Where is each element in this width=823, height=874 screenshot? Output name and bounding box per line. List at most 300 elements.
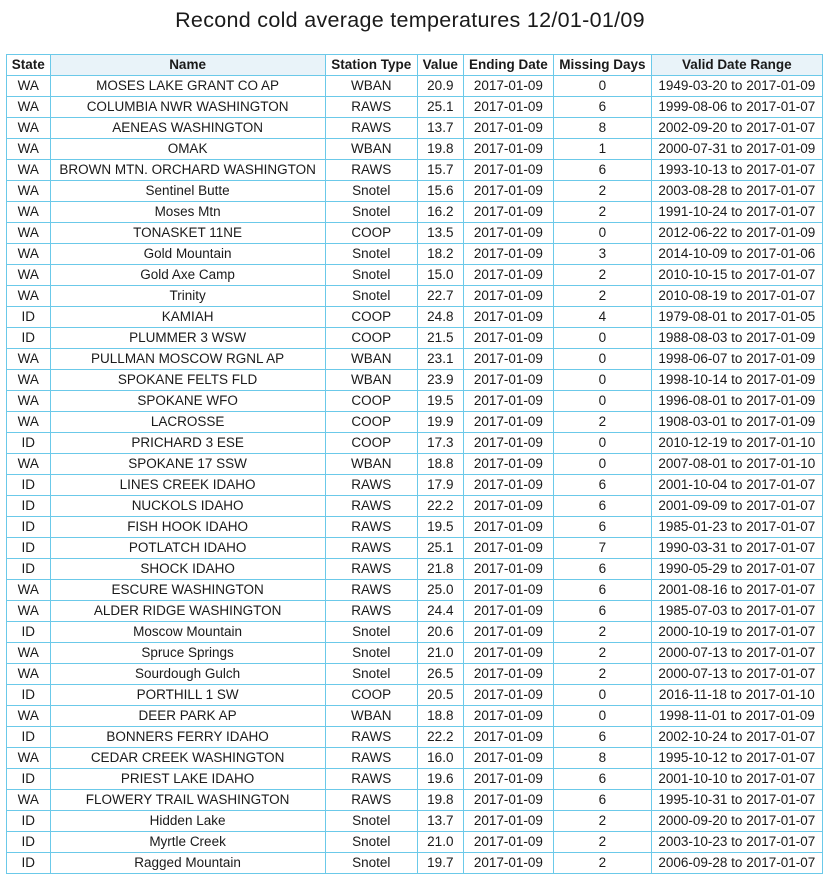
ending-date-cell: 2017-01-09 bbox=[463, 286, 554, 307]
missing-days-cell: 6 bbox=[554, 601, 652, 622]
ending-date-cell: 2017-01-09 bbox=[463, 496, 554, 517]
missing-days-cell: 6 bbox=[554, 580, 652, 601]
table-row bbox=[7, 391, 823, 412]
missing-days-cell: 2 bbox=[554, 286, 652, 307]
value-cell: 19.6 bbox=[418, 769, 464, 790]
table-row bbox=[7, 286, 823, 307]
station-type-cell: RAWS bbox=[325, 790, 417, 811]
state-cell: ID bbox=[7, 538, 51, 559]
ending-date-cell: 2017-01-09 bbox=[463, 349, 554, 370]
name-cell: POTLATCH IDAHO bbox=[50, 538, 325, 559]
station-type-cell: Snotel bbox=[325, 832, 417, 853]
missing-days-cell: 0 bbox=[554, 685, 652, 706]
table-row bbox=[7, 643, 823, 664]
station-type-cell: Snotel bbox=[325, 664, 417, 685]
ending-date-cell: 2017-01-09 bbox=[463, 517, 554, 538]
value-cell: 19.7 bbox=[418, 853, 464, 874]
missing-days-cell: 0 bbox=[554, 454, 652, 475]
name-cell: PORTHILL 1 SW bbox=[50, 685, 325, 706]
state-cell: ID bbox=[7, 685, 51, 706]
valid-date-range-cell: 2001-08-16 to 2017-01-07 bbox=[651, 580, 822, 601]
valid-date-range-cell: 2000-09-20 to 2017-01-07 bbox=[651, 811, 822, 832]
value-cell: 13.7 bbox=[418, 118, 464, 139]
station-type-cell: Snotel bbox=[325, 622, 417, 643]
value-cell: 26.5 bbox=[418, 664, 464, 685]
table-row bbox=[7, 202, 823, 223]
valid-date-range-cell: 1995-10-31 to 2017-01-07 bbox=[651, 790, 822, 811]
state-cell: ID bbox=[7, 832, 51, 853]
table-row bbox=[7, 832, 823, 853]
ending-date-cell: 2017-01-09 bbox=[463, 181, 554, 202]
valid-date-range-cell: 2000-07-13 to 2017-01-07 bbox=[651, 664, 822, 685]
valid-date-range-cell: 2001-10-10 to 2017-01-07 bbox=[651, 769, 822, 790]
station-type-cell: WBAN bbox=[325, 454, 417, 475]
table-row bbox=[7, 412, 823, 433]
missing-days-cell: 2 bbox=[554, 832, 652, 853]
name-cell: COLUMBIA NWR WASHINGTON bbox=[50, 97, 325, 118]
table-row bbox=[7, 517, 823, 538]
station-type-cell: RAWS bbox=[325, 538, 417, 559]
table-row bbox=[7, 664, 823, 685]
value-cell: 22.7 bbox=[418, 286, 464, 307]
state-cell: ID bbox=[7, 622, 51, 643]
missing-days-cell: 4 bbox=[554, 307, 652, 328]
valid-date-range-cell: 2016-11-18 to 2017-01-10 bbox=[651, 685, 822, 706]
state-cell: ID bbox=[7, 769, 51, 790]
value-cell: 13.5 bbox=[418, 223, 464, 244]
ending-date-cell: 2017-01-09 bbox=[463, 223, 554, 244]
name-cell: ESCURE WASHINGTON bbox=[50, 580, 325, 601]
name-cell: FISH HOOK IDAHO bbox=[50, 517, 325, 538]
table-row bbox=[7, 727, 823, 748]
state-cell: ID bbox=[7, 853, 51, 874]
state-cell: WA bbox=[7, 139, 51, 160]
valid-date-range-cell: 1991-10-24 to 2017-01-07 bbox=[651, 202, 822, 223]
station-type-cell: Snotel bbox=[325, 853, 417, 874]
value-cell: 19.8 bbox=[418, 790, 464, 811]
valid-date-range-cell: 2010-10-15 to 2017-01-07 bbox=[651, 265, 822, 286]
table-row bbox=[7, 223, 823, 244]
missing-days-cell: 0 bbox=[554, 706, 652, 727]
name-cell: Moscow Mountain bbox=[50, 622, 325, 643]
name-cell: Hidden Lake bbox=[50, 811, 325, 832]
name-cell: Trinity bbox=[50, 286, 325, 307]
table-body bbox=[7, 76, 823, 874]
state-cell: WA bbox=[7, 370, 51, 391]
table-row bbox=[7, 97, 823, 118]
name-cell: AENEAS WASHINGTON bbox=[50, 118, 325, 139]
value-cell: 19.8 bbox=[418, 139, 464, 160]
ending-date-cell: 2017-01-09 bbox=[463, 559, 554, 580]
value-cell: 19.9 bbox=[418, 412, 464, 433]
column-header-valid-date-range: Valid Date Range bbox=[651, 55, 822, 76]
table-row bbox=[7, 496, 823, 517]
ending-date-cell: 2017-01-09 bbox=[463, 790, 554, 811]
missing-days-cell: 0 bbox=[554, 391, 652, 412]
state-cell: WA bbox=[7, 244, 51, 265]
table-row bbox=[7, 790, 823, 811]
missing-days-cell: 6 bbox=[554, 496, 652, 517]
name-cell: Gold Axe Camp bbox=[50, 265, 325, 286]
station-type-cell: Snotel bbox=[325, 643, 417, 664]
valid-date-range-cell: 2007-08-01 to 2017-01-10 bbox=[651, 454, 822, 475]
ending-date-cell: 2017-01-09 bbox=[463, 748, 554, 769]
ending-date-cell: 2017-01-09 bbox=[463, 433, 554, 454]
missing-days-cell: 0 bbox=[554, 349, 652, 370]
name-cell: LACROSSE bbox=[50, 412, 325, 433]
table-row bbox=[7, 538, 823, 559]
name-cell: BROWN MTN. ORCHARD WASHINGTON bbox=[50, 160, 325, 181]
column-header-ending-date: Ending Date bbox=[463, 55, 554, 76]
value-cell: 18.2 bbox=[418, 244, 464, 265]
table-row bbox=[7, 244, 823, 265]
station-type-cell: COOP bbox=[325, 685, 417, 706]
state-cell: WA bbox=[7, 454, 51, 475]
state-cell: WA bbox=[7, 286, 51, 307]
value-cell: 21.8 bbox=[418, 559, 464, 580]
value-cell: 25.1 bbox=[418, 538, 464, 559]
state-cell: WA bbox=[7, 412, 51, 433]
state-cell: WA bbox=[7, 643, 51, 664]
name-cell: SHOCK IDAHO bbox=[50, 559, 325, 580]
table-row bbox=[7, 265, 823, 286]
table-row bbox=[7, 433, 823, 454]
ending-date-cell: 2017-01-09 bbox=[463, 412, 554, 433]
missing-days-cell: 6 bbox=[554, 769, 652, 790]
missing-days-cell: 3 bbox=[554, 244, 652, 265]
valid-date-range-cell: 1985-01-23 to 2017-01-07 bbox=[651, 517, 822, 538]
state-cell: WA bbox=[7, 76, 51, 97]
missing-days-cell: 8 bbox=[554, 748, 652, 769]
value-cell: 19.5 bbox=[418, 391, 464, 412]
table-row bbox=[7, 118, 823, 139]
table-row bbox=[7, 622, 823, 643]
missing-days-cell: 7 bbox=[554, 538, 652, 559]
table-row bbox=[7, 160, 823, 181]
missing-days-cell: 2 bbox=[554, 811, 652, 832]
valid-date-range-cell: 2012-06-22 to 2017-01-09 bbox=[651, 223, 822, 244]
state-cell: WA bbox=[7, 601, 51, 622]
table-header bbox=[7, 55, 823, 76]
table-row bbox=[7, 349, 823, 370]
value-cell: 22.2 bbox=[418, 496, 464, 517]
station-type-cell: Snotel bbox=[325, 265, 417, 286]
missing-days-cell: 2 bbox=[554, 202, 652, 223]
value-cell: 15.7 bbox=[418, 160, 464, 181]
station-type-cell: WBAN bbox=[325, 349, 417, 370]
missing-days-cell: 0 bbox=[554, 433, 652, 454]
ending-date-cell: 2017-01-09 bbox=[463, 139, 554, 160]
value-cell: 17.9 bbox=[418, 475, 464, 496]
valid-date-range-cell: 1979-08-01 to 2017-01-05 bbox=[651, 307, 822, 328]
table-row bbox=[7, 328, 823, 349]
state-cell: ID bbox=[7, 727, 51, 748]
missing-days-cell: 6 bbox=[554, 160, 652, 181]
state-cell: ID bbox=[7, 307, 51, 328]
ending-date-cell: 2017-01-09 bbox=[463, 853, 554, 874]
value-cell: 24.8 bbox=[418, 307, 464, 328]
valid-date-range-cell: 1999-08-06 to 2017-01-07 bbox=[651, 97, 822, 118]
station-type-cell: RAWS bbox=[325, 97, 417, 118]
valid-date-range-cell: 2002-09-20 to 2017-01-07 bbox=[651, 118, 822, 139]
valid-date-range-cell: 1988-08-03 to 2017-01-09 bbox=[651, 328, 822, 349]
valid-date-range-cell: 1995-10-12 to 2017-01-07 bbox=[651, 748, 822, 769]
name-cell: Sourdough Gulch bbox=[50, 664, 325, 685]
missing-days-cell: 6 bbox=[554, 97, 652, 118]
name-cell: OMAK bbox=[50, 139, 325, 160]
missing-days-cell: 2 bbox=[554, 853, 652, 874]
state-cell: WA bbox=[7, 790, 51, 811]
station-type-cell: Snotel bbox=[325, 811, 417, 832]
missing-days-cell: 6 bbox=[554, 475, 652, 496]
name-cell: FLOWERY TRAIL WASHINGTON bbox=[50, 790, 325, 811]
station-type-cell: RAWS bbox=[325, 748, 417, 769]
station-type-cell: RAWS bbox=[325, 496, 417, 517]
ending-date-cell: 2017-01-09 bbox=[463, 265, 554, 286]
results-table bbox=[6, 54, 823, 874]
table-row bbox=[7, 454, 823, 475]
table-row bbox=[7, 748, 823, 769]
table-row bbox=[7, 181, 823, 202]
name-cell: Gold Mountain bbox=[50, 244, 325, 265]
table-row bbox=[7, 580, 823, 601]
station-type-cell: COOP bbox=[325, 307, 417, 328]
missing-days-cell: 6 bbox=[554, 517, 652, 538]
column-header-name: Name bbox=[50, 55, 325, 76]
station-type-cell: Snotel bbox=[325, 202, 417, 223]
station-type-cell: COOP bbox=[325, 328, 417, 349]
missing-days-cell: 0 bbox=[554, 223, 652, 244]
station-type-cell: RAWS bbox=[325, 517, 417, 538]
ending-date-cell: 2017-01-09 bbox=[463, 118, 554, 139]
ending-date-cell: 2017-01-09 bbox=[463, 643, 554, 664]
valid-date-range-cell: 2010-08-19 to 2017-01-07 bbox=[651, 286, 822, 307]
ending-date-cell: 2017-01-09 bbox=[463, 76, 554, 97]
station-type-cell: COOP bbox=[325, 223, 417, 244]
name-cell: PRICHARD 3 ESE bbox=[50, 433, 325, 454]
station-type-cell: WBAN bbox=[325, 370, 417, 391]
ending-date-cell: 2017-01-09 bbox=[463, 664, 554, 685]
name-cell: NUCKOLS IDAHO bbox=[50, 496, 325, 517]
ending-date-cell: 2017-01-09 bbox=[463, 811, 554, 832]
value-cell: 20.5 bbox=[418, 685, 464, 706]
station-type-cell: COOP bbox=[325, 391, 417, 412]
valid-date-range-cell: 2002-10-24 to 2017-01-07 bbox=[651, 727, 822, 748]
state-cell: ID bbox=[7, 559, 51, 580]
name-cell: DEER PARK AP bbox=[50, 706, 325, 727]
table-row bbox=[7, 370, 823, 391]
station-type-cell: WBAN bbox=[325, 139, 417, 160]
station-type-cell: WBAN bbox=[325, 706, 417, 727]
state-cell: WA bbox=[7, 97, 51, 118]
column-header-missing-days: Missing Days bbox=[554, 55, 652, 76]
table-row bbox=[7, 811, 823, 832]
state-cell: WA bbox=[7, 265, 51, 286]
state-cell: WA bbox=[7, 160, 51, 181]
missing-days-cell: 0 bbox=[554, 76, 652, 97]
valid-date-range-cell: 1990-05-29 to 2017-01-07 bbox=[651, 559, 822, 580]
state-cell: ID bbox=[7, 496, 51, 517]
valid-date-range-cell: 2000-07-31 to 2017-01-09 bbox=[651, 139, 822, 160]
ending-date-cell: 2017-01-09 bbox=[463, 580, 554, 601]
name-cell: TONASKET 11NE bbox=[50, 223, 325, 244]
valid-date-range-cell: 2000-10-19 to 2017-01-07 bbox=[651, 622, 822, 643]
column-header-state: State bbox=[7, 55, 51, 76]
state-cell: WA bbox=[7, 664, 51, 685]
valid-date-range-cell: 2006-09-28 to 2017-01-07 bbox=[651, 853, 822, 874]
name-cell: SPOKANE WFO bbox=[50, 391, 325, 412]
station-type-cell: RAWS bbox=[325, 769, 417, 790]
table-row bbox=[7, 853, 823, 874]
value-cell: 13.7 bbox=[418, 811, 464, 832]
name-cell: Ragged Mountain bbox=[50, 853, 325, 874]
name-cell: KAMIAH bbox=[50, 307, 325, 328]
missing-days-cell: 2 bbox=[554, 643, 652, 664]
value-cell: 16.0 bbox=[418, 748, 464, 769]
missing-days-cell: 8 bbox=[554, 118, 652, 139]
missing-days-cell: 2 bbox=[554, 265, 652, 286]
missing-days-cell: 0 bbox=[554, 328, 652, 349]
station-type-cell: WBAN bbox=[325, 76, 417, 97]
table-row bbox=[7, 706, 823, 727]
missing-days-cell: 0 bbox=[554, 370, 652, 391]
station-type-cell: RAWS bbox=[325, 475, 417, 496]
name-cell: PLUMMER 3 WSW bbox=[50, 328, 325, 349]
ending-date-cell: 2017-01-09 bbox=[463, 769, 554, 790]
ending-date-cell: 2017-01-09 bbox=[463, 202, 554, 223]
value-cell: 18.8 bbox=[418, 454, 464, 475]
value-cell: 24.4 bbox=[418, 601, 464, 622]
name-cell: ALDER RIDGE WASHINGTON bbox=[50, 601, 325, 622]
valid-date-range-cell: 1996-08-01 to 2017-01-09 bbox=[651, 391, 822, 412]
state-cell: WA bbox=[7, 748, 51, 769]
state-cell: WA bbox=[7, 706, 51, 727]
station-type-cell: RAWS bbox=[325, 160, 417, 181]
ending-date-cell: 2017-01-09 bbox=[463, 454, 554, 475]
header-row bbox=[7, 55, 823, 76]
name-cell: MOSES LAKE GRANT CO AP bbox=[50, 76, 325, 97]
state-cell: WA bbox=[7, 391, 51, 412]
valid-date-range-cell: 2010-12-19 to 2017-01-10 bbox=[651, 433, 822, 454]
value-cell: 23.9 bbox=[418, 370, 464, 391]
state-cell: WA bbox=[7, 118, 51, 139]
name-cell: PULLMAN MOSCOW RGNL AP bbox=[50, 349, 325, 370]
ending-date-cell: 2017-01-09 bbox=[463, 244, 554, 265]
missing-days-cell: 6 bbox=[554, 727, 652, 748]
name-cell: Sentinel Butte bbox=[50, 181, 325, 202]
ending-date-cell: 2017-01-09 bbox=[463, 601, 554, 622]
value-cell: 17.3 bbox=[418, 433, 464, 454]
station-type-cell: RAWS bbox=[325, 118, 417, 139]
valid-date-range-cell: 1998-06-07 to 2017-01-09 bbox=[651, 349, 822, 370]
name-cell: PRIEST LAKE IDAHO bbox=[50, 769, 325, 790]
station-type-cell: COOP bbox=[325, 412, 417, 433]
name-cell: Myrtle Creek bbox=[50, 832, 325, 853]
value-cell: 21.0 bbox=[418, 832, 464, 853]
value-cell: 19.5 bbox=[418, 517, 464, 538]
valid-date-range-cell: 1998-10-14 to 2017-01-09 bbox=[651, 370, 822, 391]
valid-date-range-cell: 2001-10-04 to 2017-01-07 bbox=[651, 475, 822, 496]
missing-days-cell: 2 bbox=[554, 181, 652, 202]
state-cell: ID bbox=[7, 328, 51, 349]
valid-date-range-cell: 2003-10-23 to 2017-01-07 bbox=[651, 832, 822, 853]
ending-date-cell: 2017-01-09 bbox=[463, 727, 554, 748]
ending-date-cell: 2017-01-09 bbox=[463, 832, 554, 853]
valid-date-range-cell: 1908-03-01 to 2017-01-09 bbox=[651, 412, 822, 433]
valid-date-range-cell: 1949-03-20 to 2017-01-09 bbox=[651, 76, 822, 97]
valid-date-range-cell: 2001-09-09 to 2017-01-07 bbox=[651, 496, 822, 517]
state-cell: ID bbox=[7, 475, 51, 496]
state-cell: ID bbox=[7, 433, 51, 454]
value-cell: 20.6 bbox=[418, 622, 464, 643]
state-cell: WA bbox=[7, 181, 51, 202]
name-cell: Moses Mtn bbox=[50, 202, 325, 223]
state-cell: ID bbox=[7, 517, 51, 538]
ending-date-cell: 2017-01-09 bbox=[463, 328, 554, 349]
station-type-cell: RAWS bbox=[325, 601, 417, 622]
value-cell: 25.0 bbox=[418, 580, 464, 601]
value-cell: 22.2 bbox=[418, 727, 464, 748]
ending-date-cell: 2017-01-09 bbox=[463, 307, 554, 328]
station-type-cell: Snotel bbox=[325, 286, 417, 307]
table-row bbox=[7, 769, 823, 790]
state-cell: WA bbox=[7, 349, 51, 370]
valid-date-range-cell: 1990-03-31 to 2017-01-07 bbox=[651, 538, 822, 559]
station-type-cell: Snotel bbox=[325, 244, 417, 265]
table-row bbox=[7, 685, 823, 706]
ending-date-cell: 2017-01-09 bbox=[463, 160, 554, 181]
missing-days-cell: 2 bbox=[554, 412, 652, 433]
state-cell: ID bbox=[7, 811, 51, 832]
table-row bbox=[7, 601, 823, 622]
name-cell: BONNERS FERRY IDAHO bbox=[50, 727, 325, 748]
ending-date-cell: 2017-01-09 bbox=[463, 97, 554, 118]
ending-date-cell: 2017-01-09 bbox=[463, 370, 554, 391]
valid-date-range-cell: 2003-08-28 to 2017-01-07 bbox=[651, 181, 822, 202]
table-row bbox=[7, 559, 823, 580]
name-cell: SPOKANE 17 SSW bbox=[50, 454, 325, 475]
name-cell: SPOKANE FELTS FLD bbox=[50, 370, 325, 391]
missing-days-cell: 6 bbox=[554, 559, 652, 580]
state-cell: WA bbox=[7, 580, 51, 601]
valid-date-range-cell: 1993-10-13 to 2017-01-07 bbox=[651, 160, 822, 181]
column-header-value: Value bbox=[418, 55, 464, 76]
missing-days-cell: 2 bbox=[554, 664, 652, 685]
station-type-cell: RAWS bbox=[325, 727, 417, 748]
table-row bbox=[7, 475, 823, 496]
ending-date-cell: 2017-01-09 bbox=[463, 622, 554, 643]
ending-date-cell: 2017-01-09 bbox=[463, 685, 554, 706]
valid-date-range-cell: 1998-11-01 to 2017-01-09 bbox=[651, 706, 822, 727]
missing-days-cell: 6 bbox=[554, 790, 652, 811]
value-cell: 15.0 bbox=[418, 265, 464, 286]
page-title: Recond cold average temperatures 12/01-01/09 bbox=[175, 8, 645, 32]
value-cell: 21.5 bbox=[418, 328, 464, 349]
ending-date-cell: 2017-01-09 bbox=[463, 475, 554, 496]
station-type-cell: RAWS bbox=[325, 580, 417, 601]
state-cell: WA bbox=[7, 202, 51, 223]
state-cell: WA bbox=[7, 223, 51, 244]
value-cell: 23.1 bbox=[418, 349, 464, 370]
valid-date-range-cell: 2014-10-09 to 2017-01-06 bbox=[651, 244, 822, 265]
value-cell: 18.8 bbox=[418, 706, 464, 727]
value-cell: 21.0 bbox=[418, 643, 464, 664]
ending-date-cell: 2017-01-09 bbox=[463, 706, 554, 727]
missing-days-cell: 2 bbox=[554, 622, 652, 643]
name-cell: Spruce Springs bbox=[50, 643, 325, 664]
valid-date-range-cell: 1985-07-03 to 2017-01-07 bbox=[651, 601, 822, 622]
table-row bbox=[7, 307, 823, 328]
